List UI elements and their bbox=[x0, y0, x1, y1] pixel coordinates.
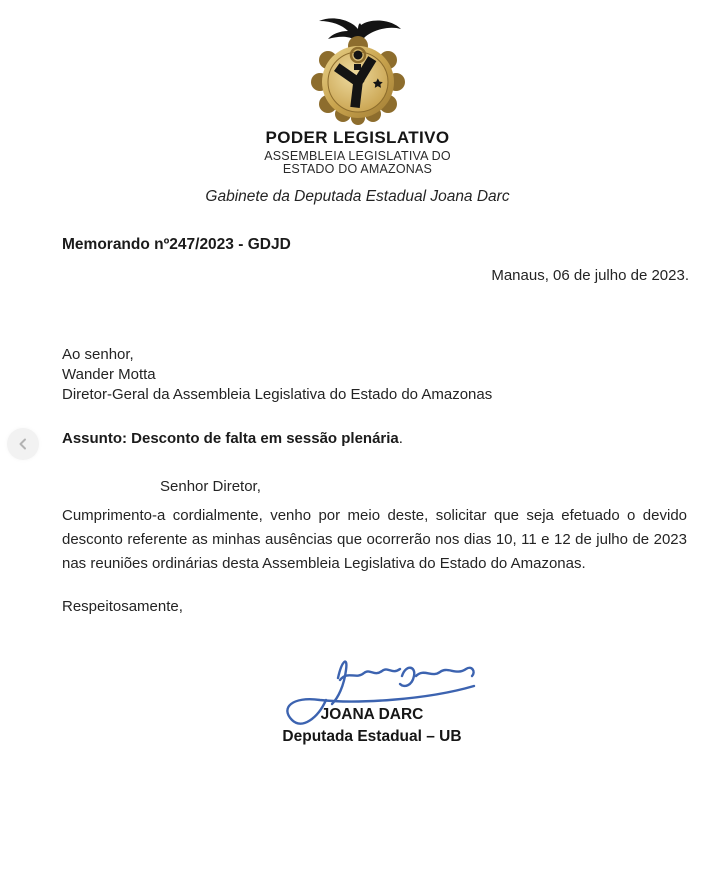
carousel-prev-button[interactable] bbox=[7, 428, 39, 460]
recipient-line: Diretor-Geral da Assembleia Legislativa do Estado do Amazonas bbox=[62, 386, 493, 403]
signer-title: Deputada Estadual – UB bbox=[282, 728, 462, 745]
org-subtitle-line1: ASSEMBLEIA LEGISLATIVA DO bbox=[264, 149, 451, 163]
signature-block bbox=[222, 704, 522, 748]
office-line: Gabinete da Deputada Estadual Joana Darc bbox=[205, 188, 510, 205]
recipient-line: Ao senhor, bbox=[62, 346, 134, 363]
memo-date: Manaus, 06 de julho de 2023. bbox=[491, 267, 689, 284]
org-title: PODER LEGISLATIVO bbox=[265, 128, 450, 147]
chevron-left-icon bbox=[17, 438, 29, 450]
amazonas-legislative-assembly-coat-of-arms bbox=[305, 8, 411, 126]
recipient-line: Wander Motta bbox=[62, 366, 156, 383]
closing-line: Respeitosamente, bbox=[62, 598, 183, 615]
subject-period: . bbox=[398, 430, 403, 447]
signer-name: JOANA DARC bbox=[320, 706, 424, 723]
document-header bbox=[0, 8, 715, 126]
org-subtitle-line2: ESTADO DO AMAZONAS bbox=[282, 162, 433, 176]
salutation: Senhor Diretor, bbox=[160, 478, 261, 495]
memo-reference: Memorando nº247/2023 - GDJD bbox=[62, 236, 291, 253]
subject-text: Assunto: Desconto de falta em sessão plenária bbox=[62, 430, 399, 447]
org-title-block bbox=[0, 128, 715, 176]
recipient-block bbox=[62, 345, 492, 405]
subject-line bbox=[62, 430, 403, 447]
body-paragraph: Cumprimento-a cordialmente, venho por meio deste, solicitar que seja efetuado o devido desconto referente as minhas ausências que ocorrerão nos dias 10, 11 e 12 de julho de 2023 nas reuniões ordinárias desta Assembleia Legislativa do Estado do Amazonas. bbox=[62, 507, 687, 572]
